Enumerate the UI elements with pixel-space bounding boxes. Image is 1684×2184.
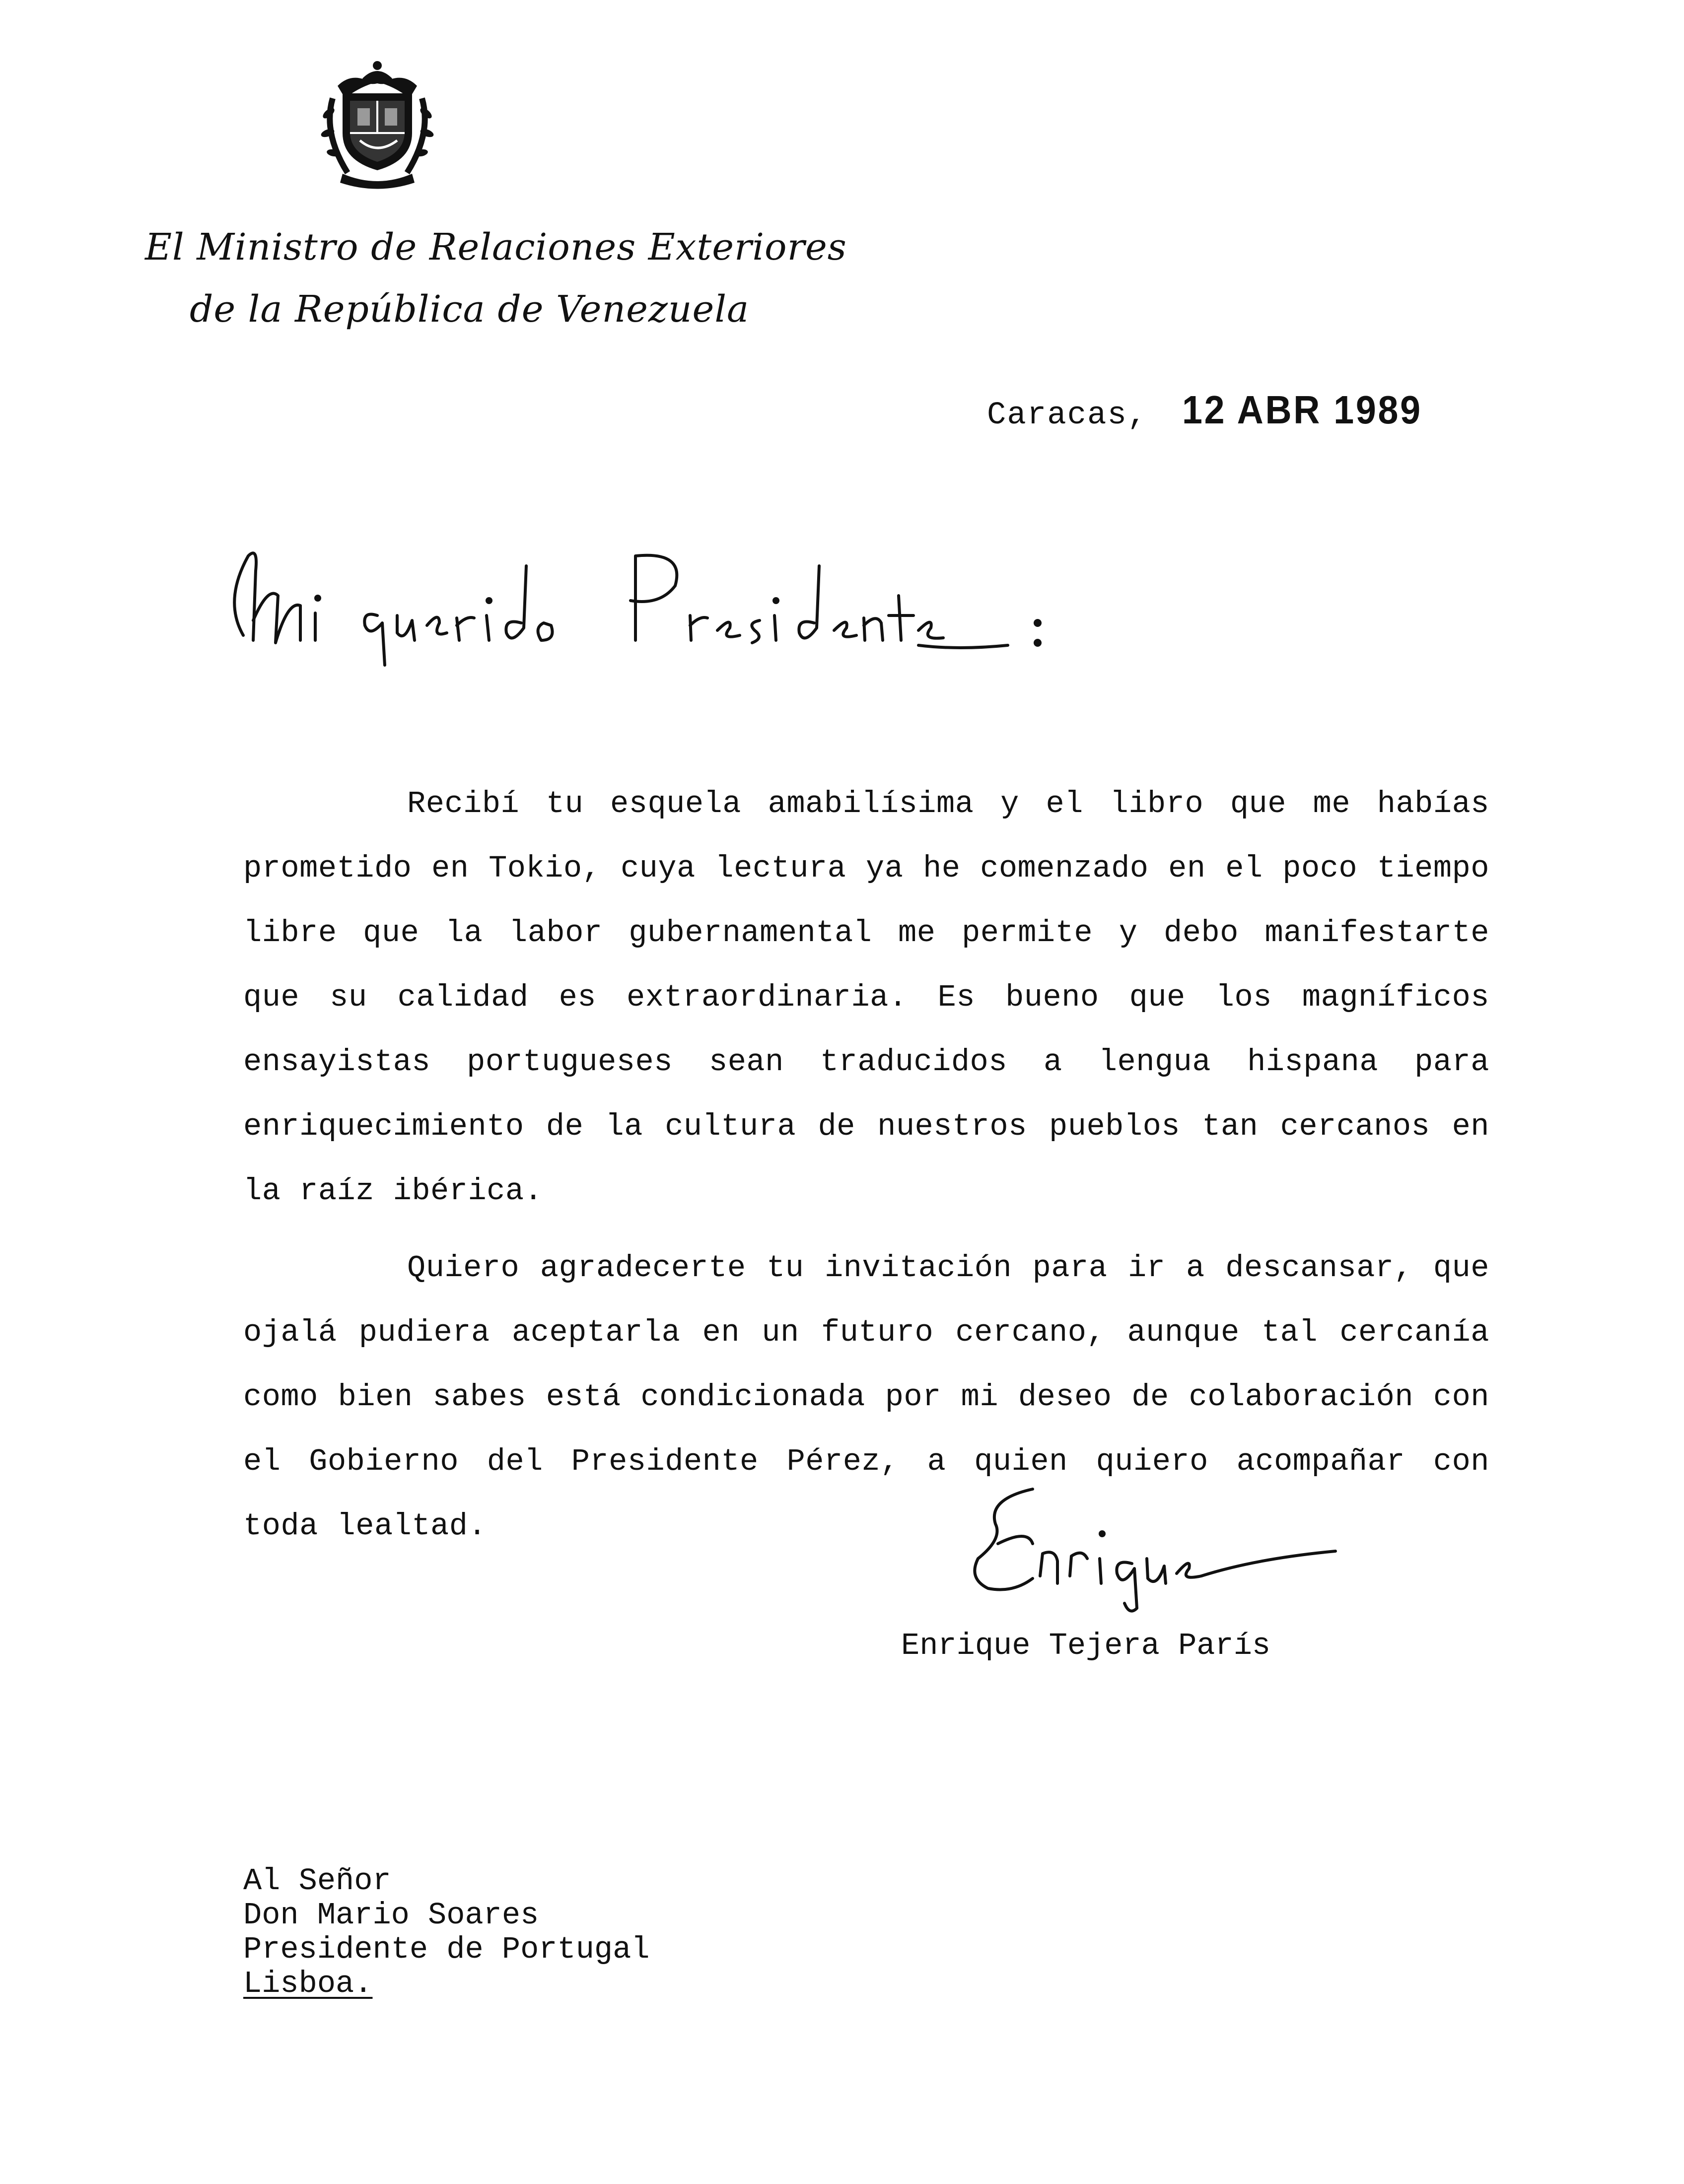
coat-of-arms-emblem <box>318 59 437 190</box>
letterhead-title-line2: de la República de Venezuela <box>190 288 750 331</box>
date-line <box>987 387 1443 433</box>
salutation-handwriting <box>213 526 1057 675</box>
recipient-line-1: Al Señor <box>243 1863 391 1899</box>
date-stamp: 12 ABR 1989 <box>1182 388 1422 432</box>
recipient-line-4: Lisboa. <box>243 1966 373 2001</box>
recipient-line-3: Presidente de Portugal <box>243 1932 650 1967</box>
body-paragraph-1: Recibí tu esquela amabilísima y el libro que me habías prometido en Tokio, cuya lectura ya he comenzado en el poco tiempo libre que la labor gubernamental me permite y debo manifestarte que su calidad es extraordinaria. Es bueno que los magníficos ensayistas portugueses sean traducidos a lengua hispana para enriquecimiento de la cultura de nuestros pueblos tan cercanos en la raíz ibérica. <box>243 786 1489 1209</box>
handwritten-signature <box>958 1469 1355 1618</box>
recipient-address <box>243 1864 650 2001</box>
body-paragraph-2: Quiero agradecerte tu invitación para ir a descansar, que ojalá pudiera aceptarla en un futuro cercano, aunque tal cercanía como bien sabes está condicionada por mi deseo de colaboración con el Gobierno del Presidente Pérez, a quien quiero acompañar con toda lealtad. <box>243 1250 1489 1544</box>
date-city: Caracas, <box>987 398 1148 433</box>
recipient-line-2: Don Mario Soares <box>243 1898 539 1933</box>
letterhead-title-line1: El Ministro de Relaciones Exteriores <box>145 226 847 269</box>
signer-name: Enrique Tejera París <box>901 1628 1271 1663</box>
handwritten-salutation <box>213 526 1057 675</box>
